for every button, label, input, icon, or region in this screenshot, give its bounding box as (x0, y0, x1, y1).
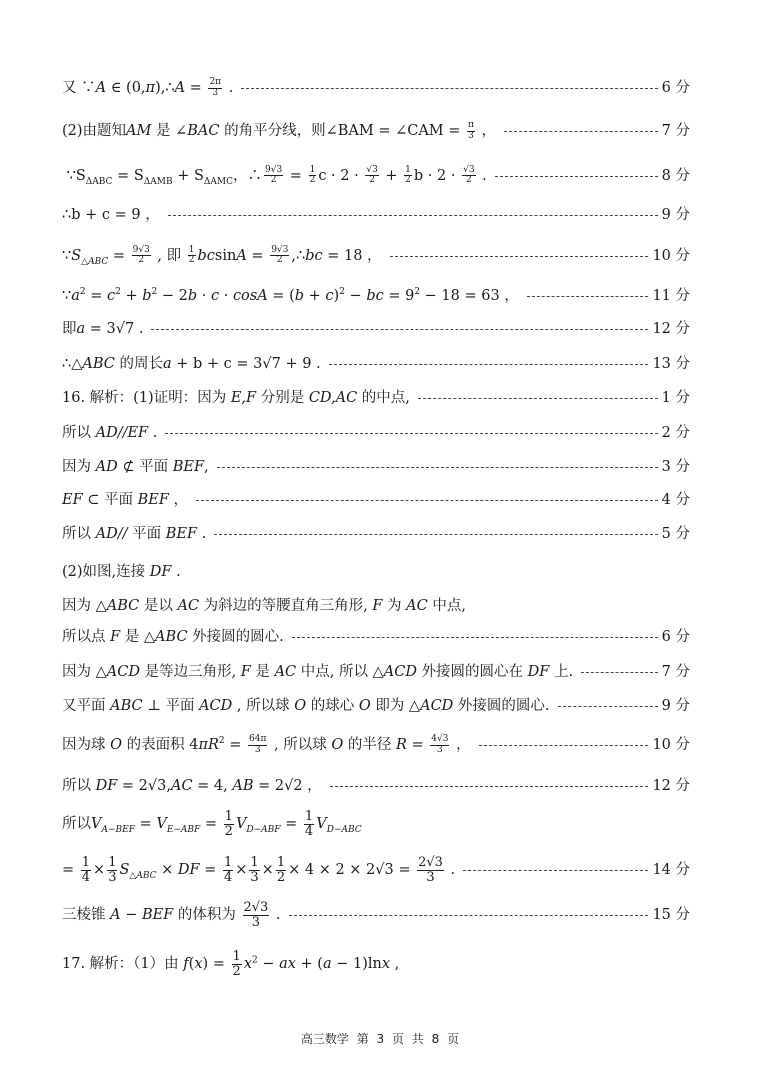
solution-line (62, 733, 690, 757)
score-label: 3 分 (661, 458, 690, 475)
dotted-leader (581, 672, 658, 673)
dotted-leader (196, 500, 658, 501)
solution-line (62, 694, 690, 718)
dotted-leader (330, 786, 649, 787)
solution-line (62, 244, 690, 268)
solution-line (62, 164, 690, 188)
score-label: 6 分 (661, 79, 690, 96)
score-label: 12 分 (652, 320, 690, 337)
dotted-leader (418, 398, 658, 399)
dotted-leader (151, 329, 648, 330)
solution-line (62, 522, 690, 546)
score-label: 1 分 (661, 389, 690, 406)
score-label: 13 分 (652, 355, 690, 372)
line-text: 所以 AD//EF . (62, 424, 158, 441)
solution-line (62, 317, 690, 341)
solution-line (62, 386, 690, 410)
line-text: 因为球 O 的表面积 $4\pi R^2$ = $\frac{64\pi}{3}$ , 所以球 O 的半径 R = $\frac{4√3}{3}$ ， (62, 734, 471, 755)
solution-line: 所以$V_{A-BEF} = V_{E-ABF}$ = $\frac{1}{2}$ $V_{D-ABF}$ = $\frac{1}{4}$ $V_{D-ABC}$ (62, 809, 362, 839)
line-text: $\because S_{\Delta ABC} = S_{\Delta AMB} + S_{\Delta AMC}$，∴ $\frac{9√3}{2}$ = $\frac{1}{2}$ c · 2 · $\frac{√3}{2}$ + $\frac{1}{2}$ b · 2 · $\frac{√3}{2}$ . (62, 164, 487, 187)
line-text: $\because a^2 = c^2 + b^2 - 2b \cdot c \cdot \cos A = (b + c)^2$ − bc = $9^2 - 18 = 63$ ， (62, 287, 519, 305)
score-label: 15 分 (652, 906, 690, 923)
dotted-leader (214, 534, 657, 535)
solution-line (62, 284, 690, 308)
score-label: 6 分 (661, 628, 690, 645)
line-text: 所以点 F 是 △ABC 外接圆的圆心. (62, 628, 284, 645)
solution-line: (2)如图,连接 DF . (62, 564, 181, 580)
line-text: ∴b + c = 9 ， (62, 206, 160, 223)
dotted-leader (495, 176, 658, 177)
score-label: 14 分 (652, 861, 690, 878)
score-label: 9 分 (661, 206, 690, 223)
score-label: 7 分 (661, 663, 690, 680)
solution-line (62, 421, 690, 445)
line-text: 三棱锥 A − BEF 的体积为 $\frac{2√3}{3}$ . (62, 899, 281, 930)
score-label: 11 分 (652, 287, 690, 304)
dotted-leader (217, 467, 658, 468)
solution-line (62, 625, 690, 649)
solution-line (62, 488, 690, 512)
line-text: 即a = 3√7 . (62, 320, 144, 337)
score-label: 5 分 (661, 525, 690, 542)
score-label: 9 分 (661, 697, 690, 714)
line-text: 所以 DF = 2√3,AC = 4, AB = 2√2 ， (62, 777, 322, 794)
solution-line (62, 455, 690, 479)
dotted-leader (558, 706, 658, 707)
solution-line (62, 352, 690, 376)
line-text: ∴△ABC 的周长a + b + c = 3√7 + 9 . (62, 355, 321, 372)
score-label: 10 分 (652, 736, 690, 753)
solution-line (62, 76, 690, 100)
line-text: 16. 解析：(1)证明：因为 E,F 分别是 CD,AC 的中点, (62, 389, 410, 406)
score-label: 7 分 (661, 122, 690, 139)
dotted-leader (168, 215, 658, 216)
solution-line (62, 203, 690, 227)
dotted-leader (289, 915, 649, 916)
line-text: 所以 AD// 平面 BEF . (62, 525, 207, 542)
line-text: 因为 AD ⊄ 平面 BEF, (62, 458, 209, 475)
dotted-leader (165, 433, 657, 434)
dotted-leader (504, 131, 658, 132)
line-text: (2)由题知AM 是 ∠BAC 的角平分线，则∠BAM = ∠CAM = $\frac{\pi}{3}$ ， (62, 120, 497, 141)
dotted-leader (329, 364, 649, 365)
score-label: 4 分 (661, 491, 690, 508)
score-label: 10 分 (652, 247, 690, 264)
line-text: = $\frac{1}{4}$ × $\frac{1}{3}$ $S_{\triangle ABC}$ × DF = $\frac{1}{4}$ × $\frac{1}{3}$ × $\frac{1}{2}$ × 4 × 2 × 2√3 = $\frac{2√3}{3}$ . (62, 854, 456, 885)
solution-line (62, 899, 690, 930)
line-text: EF ⊂ 平面 BEF ， (62, 491, 189, 508)
score-label: 8 分 (661, 167, 690, 184)
solution-line: 因为 △ABC 是以 AC 为斜边的等腰直角三角形, F 为 AC 中点, (62, 598, 466, 614)
page-footer: 高三数学 第 3 页 共 8 页 (300, 1032, 460, 1046)
solution-line (62, 119, 690, 143)
solution-line (62, 854, 690, 885)
dotted-leader (479, 745, 649, 746)
dotted-leader (463, 870, 648, 871)
dotted-leader (292, 637, 658, 638)
line-text: 因为 △ACD 是等边三角形, F 是 AC 中点, 所以 △ACD 外接圆的圆心在 DF 上. (62, 663, 574, 680)
dotted-leader (390, 256, 649, 257)
score-label: 2 分 (661, 424, 690, 441)
dotted-leader (527, 296, 649, 297)
solution-line (62, 660, 690, 684)
line-text: $\because S_{\triangle ABC}$ = $\frac{9√3}{2}$ , 即 $\frac{1}{2}$ bcsinA = $\frac{9√3}{2}$ ,∴bc = 18 ， (62, 244, 382, 267)
line-text: 又平面 ABC ⊥ 平面 ACD , 所以球 O 的球心 O 即为 △ACD 外接圆的圆心. (62, 697, 550, 714)
score-label: 12 分 (652, 777, 690, 794)
solution-line: 17. 解析：（1）由 f(x) = $\frac{1}{2}$ $x^2$ − ax + (a − 1)lnx , (62, 949, 400, 979)
dotted-leader (241, 88, 657, 89)
line-text: 又 ∵A ∈ (0,π),∴A = $\frac{2\pi}{3}$ . (62, 77, 234, 98)
solution-line (62, 774, 690, 798)
